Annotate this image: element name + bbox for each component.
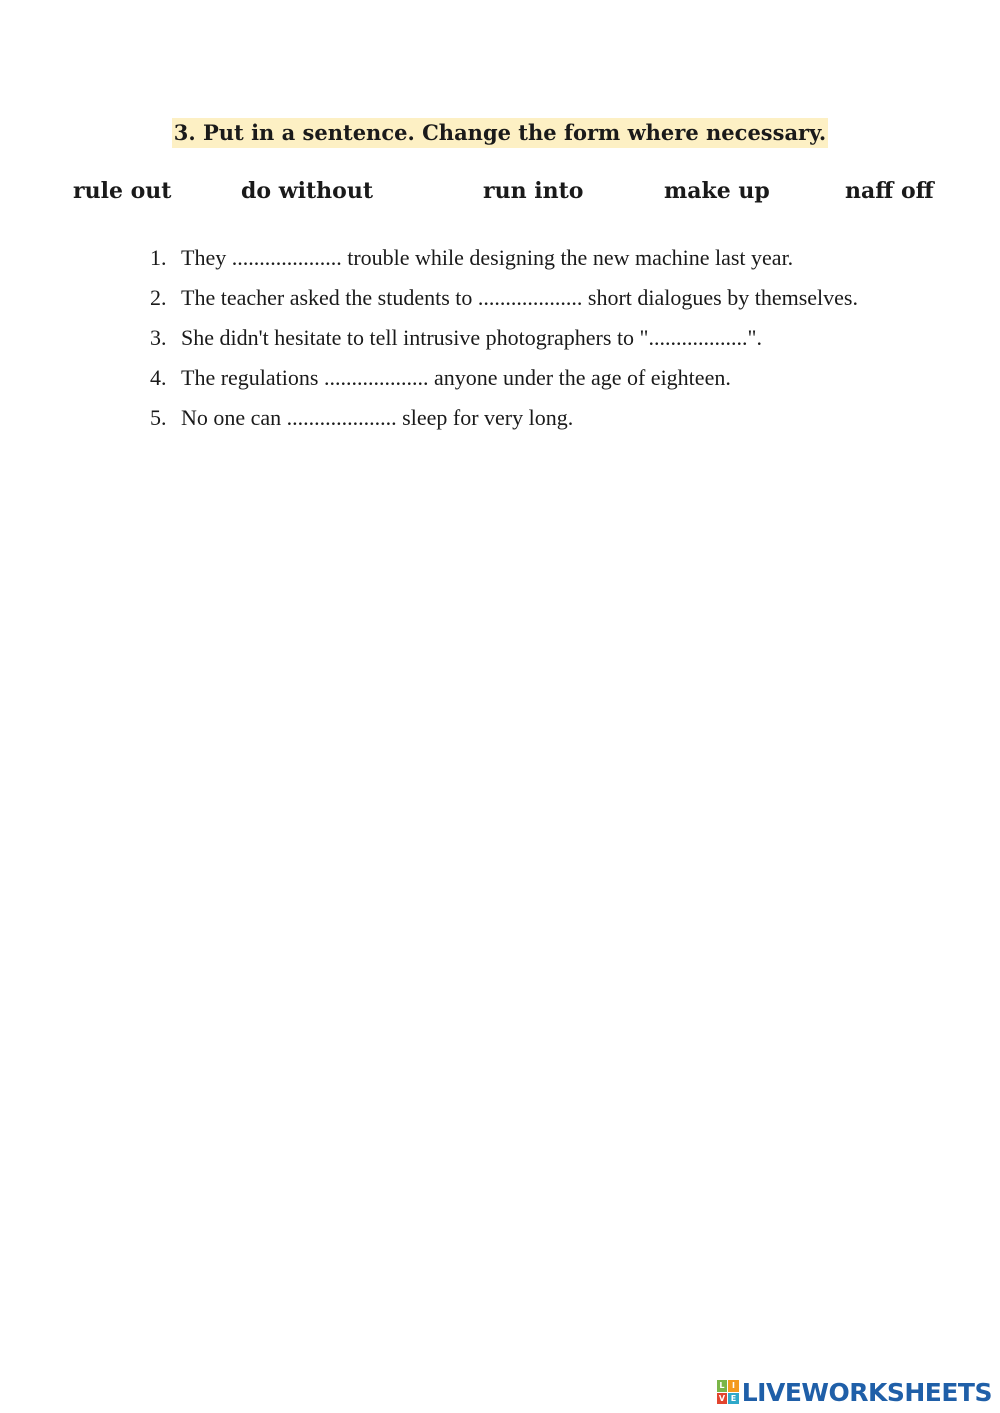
logo-mark-letter: E bbox=[728, 1393, 739, 1405]
word-bank-item: run into bbox=[483, 178, 584, 204]
exercise-text: She didn't hesitate to tell intrusive photographers to "..................". bbox=[181, 325, 763, 350]
word-bank bbox=[0, 178, 1000, 212]
exercise-text: They .................... trouble while designing the new machine last year. bbox=[181, 245, 794, 270]
exercise-item bbox=[150, 398, 870, 438]
word-bank-item: make up bbox=[664, 178, 770, 204]
logo-mark-letter: V bbox=[717, 1393, 728, 1405]
exercise-number: 1. bbox=[150, 245, 167, 270]
word-bank-item: naff off bbox=[845, 178, 934, 204]
word-bank-item: rule out bbox=[73, 178, 172, 204]
exercise-title: 3. Put in a sentence. Change the form where necessary. bbox=[172, 118, 828, 148]
exercise-item bbox=[150, 358, 870, 398]
exercise-text: No one can .................... sleep for very long. bbox=[181, 405, 574, 430]
logo-mark-icon bbox=[717, 1380, 739, 1404]
word-bank-item: do without bbox=[241, 178, 373, 204]
exercise-number: 5. bbox=[150, 405, 167, 430]
logo-mark-letter: I bbox=[728, 1380, 739, 1392]
title-container bbox=[0, 118, 1000, 148]
exercise-number: 3. bbox=[150, 325, 167, 350]
exercise-text: The teacher asked the students to ................... short dialogues by themselves. bbox=[181, 285, 858, 310]
exercise-text: The regulations ................... anyone under the age of eighteen. bbox=[181, 365, 731, 390]
exercise-item bbox=[150, 318, 870, 358]
exercise-list bbox=[150, 238, 870, 438]
exercise-item bbox=[150, 278, 870, 318]
exercise-number: 2. bbox=[150, 285, 167, 310]
liveworksheets-logo bbox=[717, 1377, 992, 1407]
logo-text: LIVEWORKSHEETS bbox=[741, 1377, 992, 1407]
logo-mark-letter: L bbox=[717, 1380, 728, 1392]
exercise-number: 4. bbox=[150, 365, 167, 390]
exercise-item bbox=[150, 238, 870, 278]
